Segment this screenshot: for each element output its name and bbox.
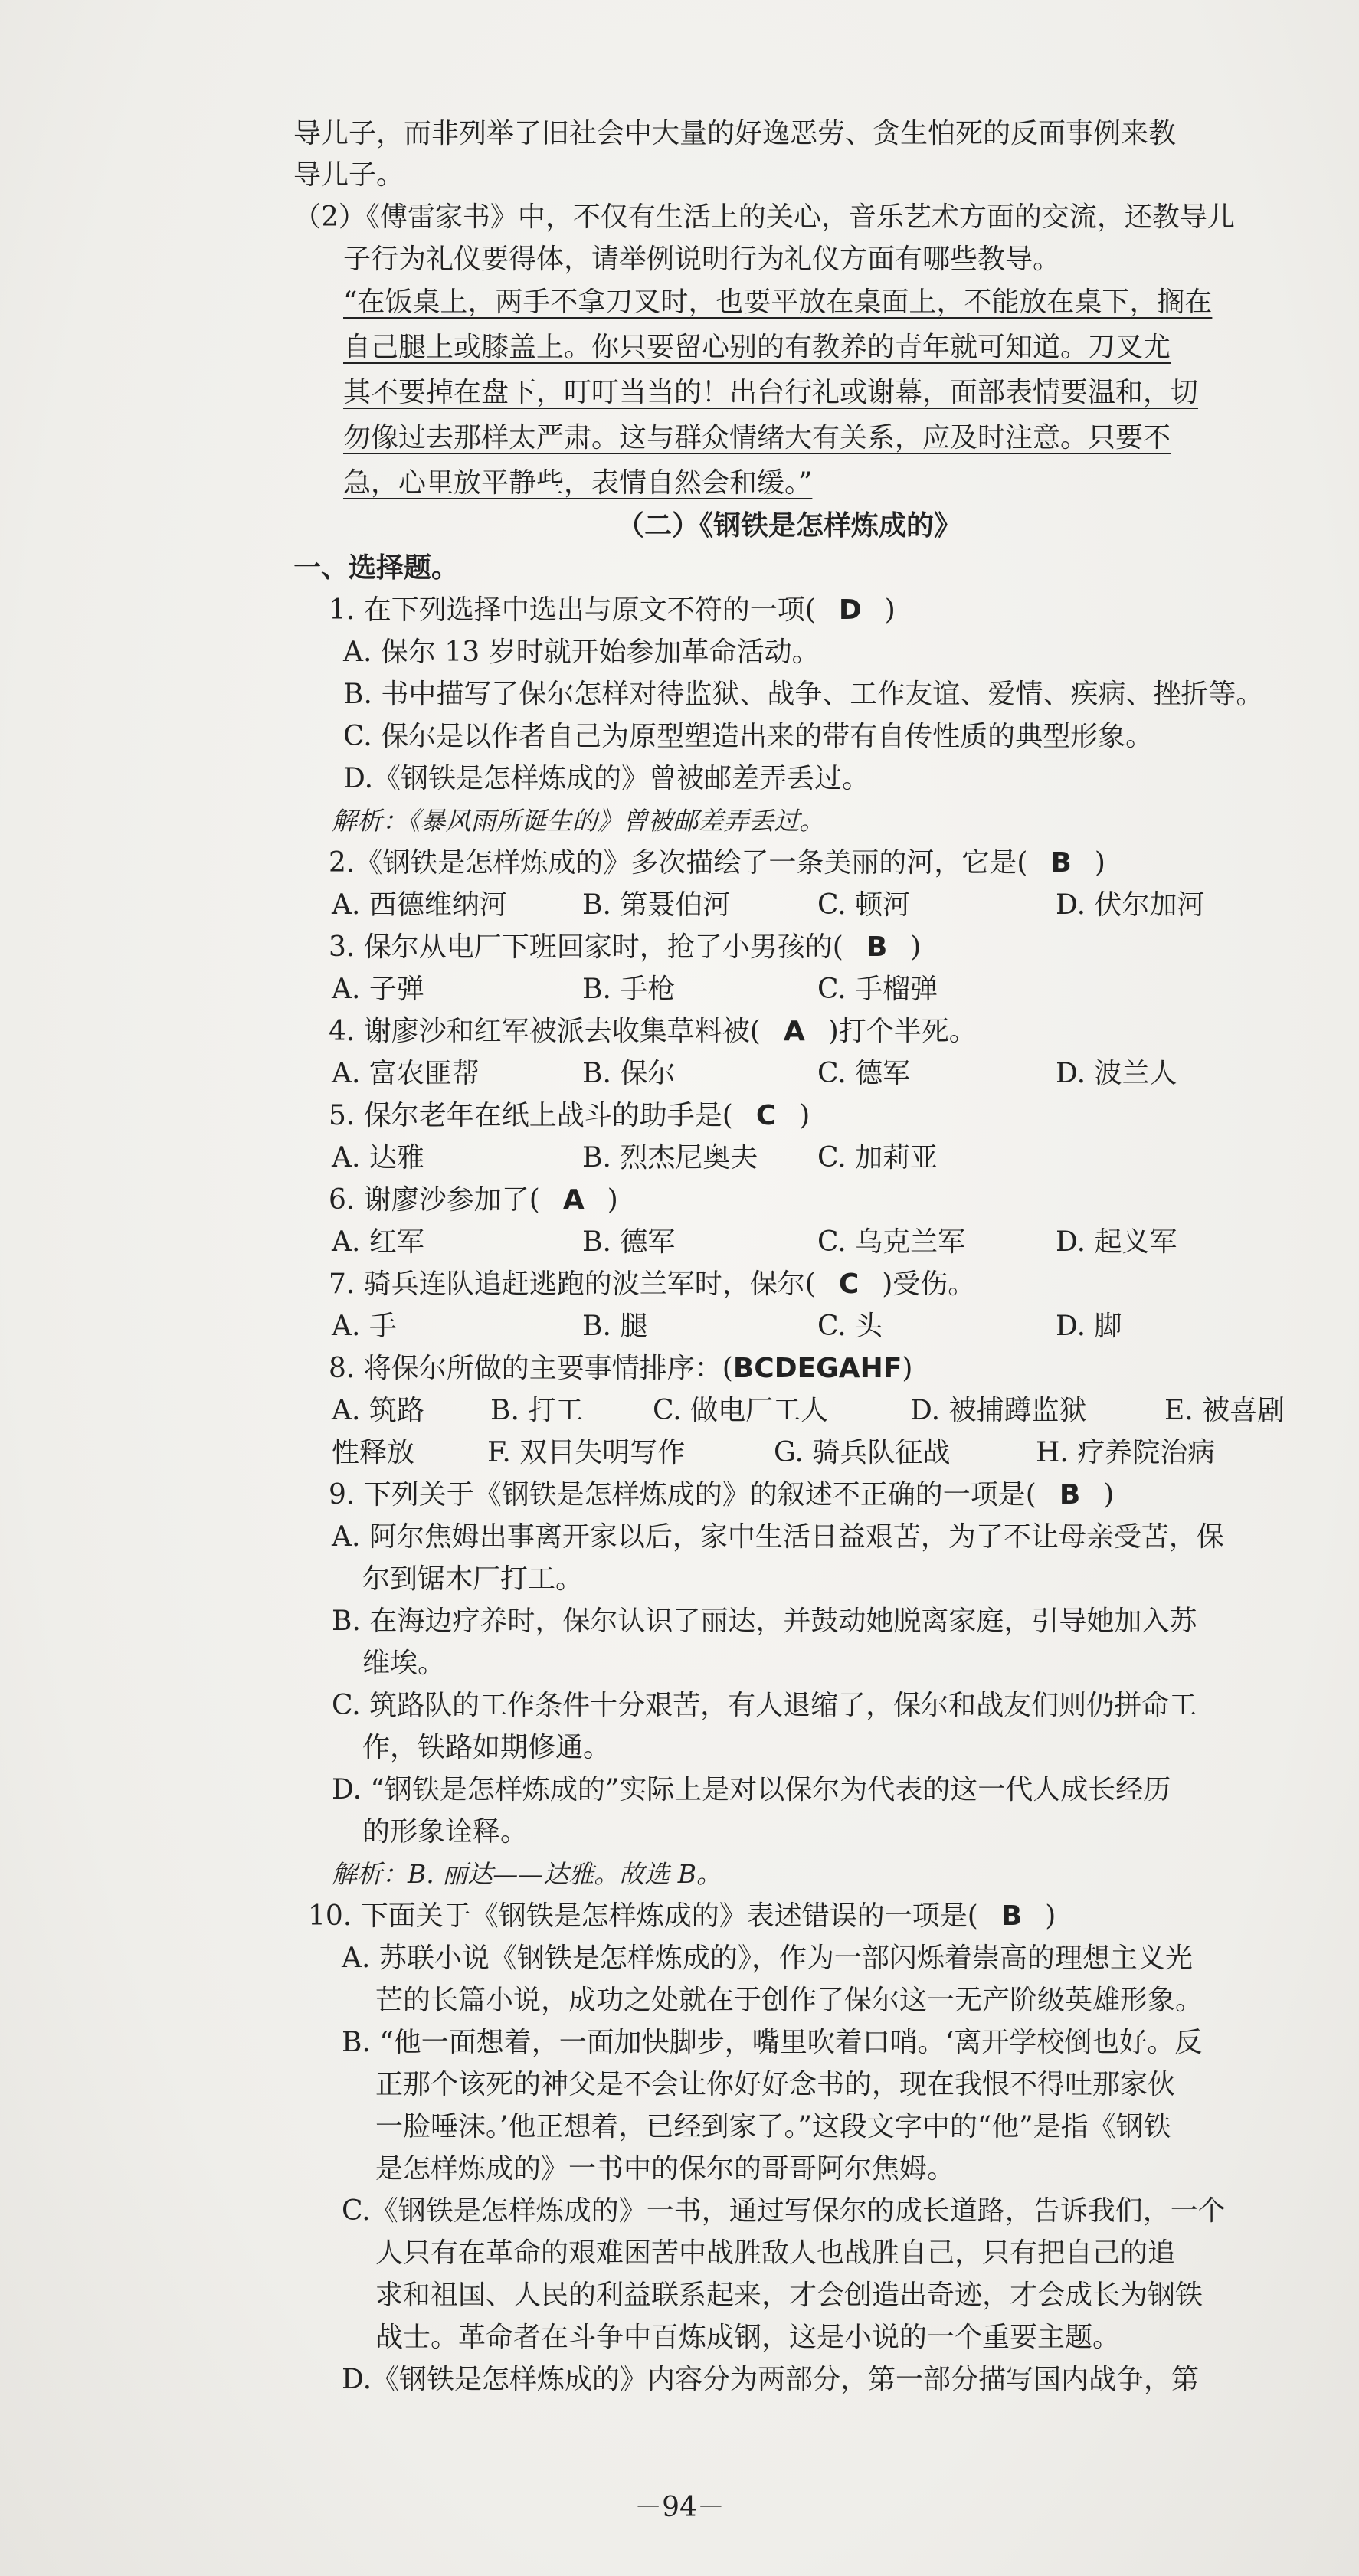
section-title: （二）《钢铁是怎样炼成的》: [617, 510, 962, 542]
option: C. 做电厂工人: [653, 1395, 829, 1426]
option: C. 德军: [817, 1058, 911, 1089]
option: 性释放: [332, 1437, 415, 1468]
option: D. 波兰人: [1056, 1058, 1177, 1089]
option: B. 烈杰尼奥夫: [582, 1142, 758, 1173]
question-stem: 10. 下面关于《钢铁是怎样炼成的》表述错误的一项是( B ): [308, 1900, 1056, 1932]
question-stem: 2.《钢铁是怎样炼成的》多次描绘了一条美丽的河，它是( B ): [329, 847, 1105, 879]
answer-line: 其不要掉在盘下，叮叮当当的！出台行礼或谢幕，面部表情要温和，切: [343, 377, 1199, 408]
option: C. 筑路队的工作条件十分艰苦，有人退缩了，保尔和战友们则仍拼命工: [332, 1690, 1197, 1721]
option: B. 第聂伯河: [582, 889, 731, 921]
option: B. 手枪: [582, 974, 676, 1005]
option: A. 达雅: [332, 1142, 424, 1173]
option-cont: 求和祖国、人民的利益联系起来，才会创造出奇迹，才会成长为钢铁: [375, 2280, 1203, 2311]
option: A. 阿尔焦姆出事离开家以后，家中生活日益艰苦，为了不让母亲受苦，保: [332, 1521, 1224, 1553]
option: C. 手榴弹: [817, 974, 938, 1005]
option: D. “钢铁是怎样炼成的”实际上是对以保尔为代表的这一代人成长经历: [332, 1774, 1171, 1805]
option: C.《钢铁是怎样炼成的》一书，通过写保尔的成长道路，告诉我们，一个: [342, 2195, 1226, 2227]
option: A. 富农匪帮: [332, 1058, 480, 1089]
option: C. 头: [817, 1311, 883, 1342]
analysis-note: 解析：B. 丽达——达雅。故选 B。: [332, 1859, 722, 1889]
option-cont: 正那个该死的神父是不会让你好好念书的，现在我恨不得吐那家伙: [375, 2069, 1176, 2100]
answer-line: 勿像过去那样太严肃。这与群众情绪大有关系，应及时注意。只要不: [343, 422, 1171, 453]
option: D.《钢铁是怎样炼成的》内容分为两部分，第一部分描写国内战争，第: [342, 2364, 1200, 2395]
answer-mark: D: [838, 594, 862, 626]
option: C. 加莉亚: [817, 1142, 938, 1173]
question-2-title: （2）《傅雷家书》中，不仅有生活上的关心，音乐艺术方面的交流，还教导儿: [293, 201, 1235, 233]
option: C. 乌克兰军: [817, 1226, 966, 1258]
answer-line: 急，心里放平静些，表情自然会和缓。”: [343, 467, 813, 499]
answer-mark: BCDEGAHF: [732, 1353, 902, 1384]
text-line: 导儿子，而非列举了旧社会中大量的好逸恶劳、贪生怕死的反面事例来教: [293, 118, 1177, 149]
question-stem: 5. 保尔老年在纸上战斗的助手是( C ): [329, 1100, 810, 1131]
option: D. 脚: [1056, 1311, 1122, 1342]
option: B. 书中描写了保尔怎样对待监狱、战争、工作友谊、爱情、疾病、挫折等。: [343, 679, 1264, 710]
option: D. 起义军: [1056, 1226, 1177, 1258]
question-stem: 1. 在下列选择中选出与原文不符的一项( D ): [329, 594, 896, 626]
option: F. 双目失明写作: [487, 1437, 686, 1468]
answer-mark: C: [755, 1100, 777, 1131]
option-cont: 作，铁路如期修通。: [362, 1732, 611, 1763]
question-2-title-cont: 子行为礼仪要得体，请举例说明行为礼仪方面有哪些教导。: [343, 244, 1061, 275]
option: C. 顿河: [817, 889, 911, 921]
option: A. 手: [332, 1311, 397, 1342]
option: A. 西德维纳河: [332, 889, 507, 921]
answer-mark: B: [866, 931, 888, 963]
option: C. 保尔是以作者自己为原型塑造出来的带有自传性质的典型形象。: [343, 721, 1154, 752]
option: B. 保尔: [582, 1058, 676, 1089]
option-cont: 维埃。: [362, 1648, 446, 1679]
option: A. 筑路: [332, 1395, 424, 1426]
question-stem: 8. 将保尔所做的主要事情排序：(BCDEGAHF): [329, 1353, 913, 1384]
option: G. 骑兵队征战: [774, 1437, 951, 1468]
answer-mark: B: [1050, 847, 1072, 879]
option-cont: 人只有在革命的艰难困苦中战胜敌人也战胜自己，只有把自己的追: [375, 2237, 1176, 2269]
option: A. 红军: [332, 1226, 424, 1258]
option: B. 在海边疗养时，保尔认识了丽达，并鼓动她脱离家庭，引导她加入苏: [332, 1605, 1197, 1637]
option: E. 被喜剧: [1164, 1395, 1285, 1426]
page-number: －94－: [634, 2492, 725, 2523]
question-stem: 9. 下列关于《钢铁是怎样炼成的》的叙述不正确的一项是( B ): [329, 1479, 1115, 1511]
option: D. 被捕蹲监狱: [910, 1395, 1087, 1426]
answer-mark: B: [1000, 1900, 1023, 1932]
option: A. 苏联小说《钢铁是怎样炼成的》，作为一部闪烁着崇高的理想主义光: [342, 1943, 1193, 1974]
answer-mark: B: [1059, 1479, 1081, 1511]
question-stem: 4. 谢廖沙和红军被派去收集草料被( A )打个半死。: [329, 1016, 977, 1047]
option: A. 子弹: [332, 974, 424, 1005]
question-stem: 3. 保尔从电厂下班回家时，抢了小男孩的( B ): [329, 931, 922, 963]
option: D. 伏尔加河: [1056, 889, 1205, 921]
option-cont: 尔到锯木厂打工。: [362, 1563, 584, 1595]
option-cont: 芒的长篇小说，成功之处就在于创作了保尔这一无产阶级英雄形象。: [375, 1985, 1203, 2016]
option: B. “他一面想着，一面加快脚步，嘴里吹着口哨。‘离开学校倒也好。反: [342, 2027, 1203, 2058]
answer-mark: A: [783, 1016, 805, 1047]
answer-line: 自己腿上或膝盖上。你只要留心别的有教养的青年就可知道。刀叉尤: [343, 332, 1171, 363]
option: B. 腿: [582, 1311, 648, 1342]
option-cont: 的形象诠释。: [362, 1816, 529, 1848]
option: B. 德军: [582, 1226, 676, 1258]
answer-line: “在饭桌上，两手不拿刀叉时，也要平放在桌面上，不能放在桌下，搁在: [343, 286, 1213, 318]
option-cont: 是怎样炼成的》一书中的保尔的哥哥阿尔焦姆。: [375, 2153, 955, 2185]
analysis-note: 解析：《暴风雨所诞生的》曾被邮差弄丢过。: [332, 806, 825, 836]
text-line: 导儿子。: [293, 159, 404, 191]
answer-mark: A: [562, 1184, 585, 1216]
option-cont: 战士。革命者在斗争中百炼成钢，这是小说的一个重要主题。: [375, 2322, 1121, 2353]
option: B. 打工: [490, 1395, 584, 1426]
question-stem: 7. 骑兵连队追赶逃跑的波兰军时，保尔( C )受伤。: [329, 1268, 976, 1300]
answer-mark: C: [838, 1268, 860, 1300]
part-title: 一、选择题。: [293, 552, 460, 584]
option: D.《钢铁是怎样炼成的》曾被邮差弄丢过。: [343, 763, 870, 794]
question-stem: 6. 谢廖沙参加了( A ): [329, 1184, 618, 1216]
option: A. 保尔 13 岁时就开始参加革命活动。: [343, 637, 820, 668]
option-cont: 一脸唾沫。’他正想着，已经到家了。”这段文字中的“他”是指《钢铁: [375, 2111, 1171, 2142]
option: H. 疗养院治病: [1036, 1437, 1216, 1468]
